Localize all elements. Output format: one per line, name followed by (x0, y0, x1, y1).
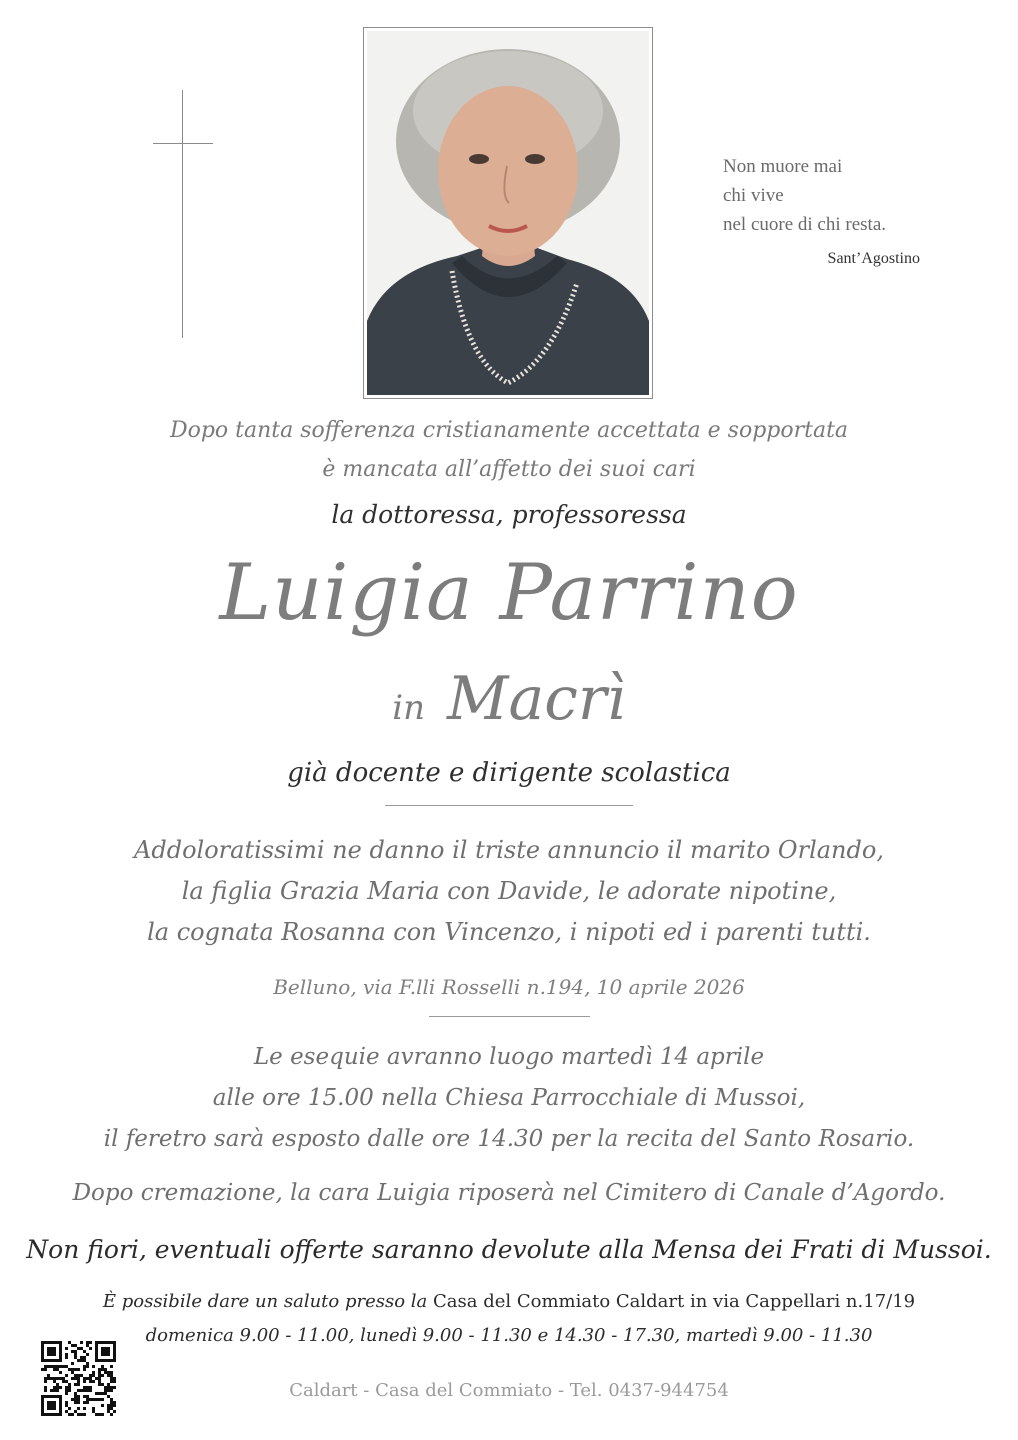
quote-line: chi vive (723, 185, 784, 206)
role-line: già docente e dirigente scolastica (287, 758, 731, 788)
announcement-line: Addoloratissimi ne danno il triste annuncio il marito Orlando, (134, 836, 884, 864)
honorific-title: la dottoressa, professoressa (331, 500, 687, 529)
cross-icon-horizontal (153, 143, 213, 144)
qr-code[interactable] (41, 1341, 116, 1416)
flowers-line: Non fiori, eventuali offerte saranno devolute alla Mensa dei Frati di Mussoi. (26, 1235, 992, 1264)
cremation-line: Dopo cremazione, la cara Luigia riposerà nel Cimitero di Canale d’Agordo. (72, 1180, 946, 1206)
funeral-line: alle ore 15.00 nella Chiesa Parrocchiale di Mussoi, (212, 1085, 806, 1111)
visit-line-1 (0, 1291, 1018, 1312)
visit-hours: domenica 9.00 - 11.00, lunedì 9.00 - 11.30 e 14.30 - 17.30, martedì 9.00 - 11.30 (145, 1325, 873, 1346)
married-name-line (0, 664, 1018, 734)
announcement-line: la cognata Rosanna con Vincenzo, i nipoti ed i parenti tutti. (147, 918, 871, 946)
intro-line-2: è mancata all’affetto dei suoi cari (322, 457, 696, 482)
footer-contact: Caldart - Casa del Commiato - Tel. 0437-944754 (289, 1380, 729, 1401)
deceased-name: Luigia Parrino (219, 548, 799, 638)
intro-line-1: Dopo tanta sofferenza cristianamente accettata e sopportata (169, 418, 849, 443)
cross-icon-vertical (182, 90, 183, 338)
funeral-line: il feretro sarà esposto dalle ore 14.30 per la recita del Santo Rosario. (103, 1126, 915, 1152)
divider (429, 1016, 590, 1017)
married-name: Macrì (447, 664, 626, 734)
visit-place: Casa del Commiato Caldart in via Cappellari n.17/19 (433, 1291, 916, 1312)
announcement (0, 830, 1018, 953)
portrait-frame (363, 27, 653, 399)
announcement-line: la figlia Grazia Maria con Davide, le adorate nipotine, (181, 877, 837, 905)
quote-author: Sant’Agostino (827, 250, 920, 267)
place-date: Belluno, via F.lli Rosselli n.194, 10 aprile 2026 (273, 975, 745, 999)
funeral-details (0, 1037, 1018, 1160)
portrait-photo (367, 31, 649, 395)
divider (385, 805, 633, 806)
quote-text (723, 152, 886, 239)
married-prefix: in (392, 688, 426, 728)
visit-intro: È possibile dare un saluto presso la (102, 1291, 433, 1312)
quote-line: nel cuore di chi resta. (723, 214, 887, 235)
funeral-line: Le esequie avranno luogo martedì 14 aprile (253, 1044, 765, 1070)
portrait-illustration (367, 31, 649, 395)
quote-line: Non muore mai (723, 156, 843, 177)
